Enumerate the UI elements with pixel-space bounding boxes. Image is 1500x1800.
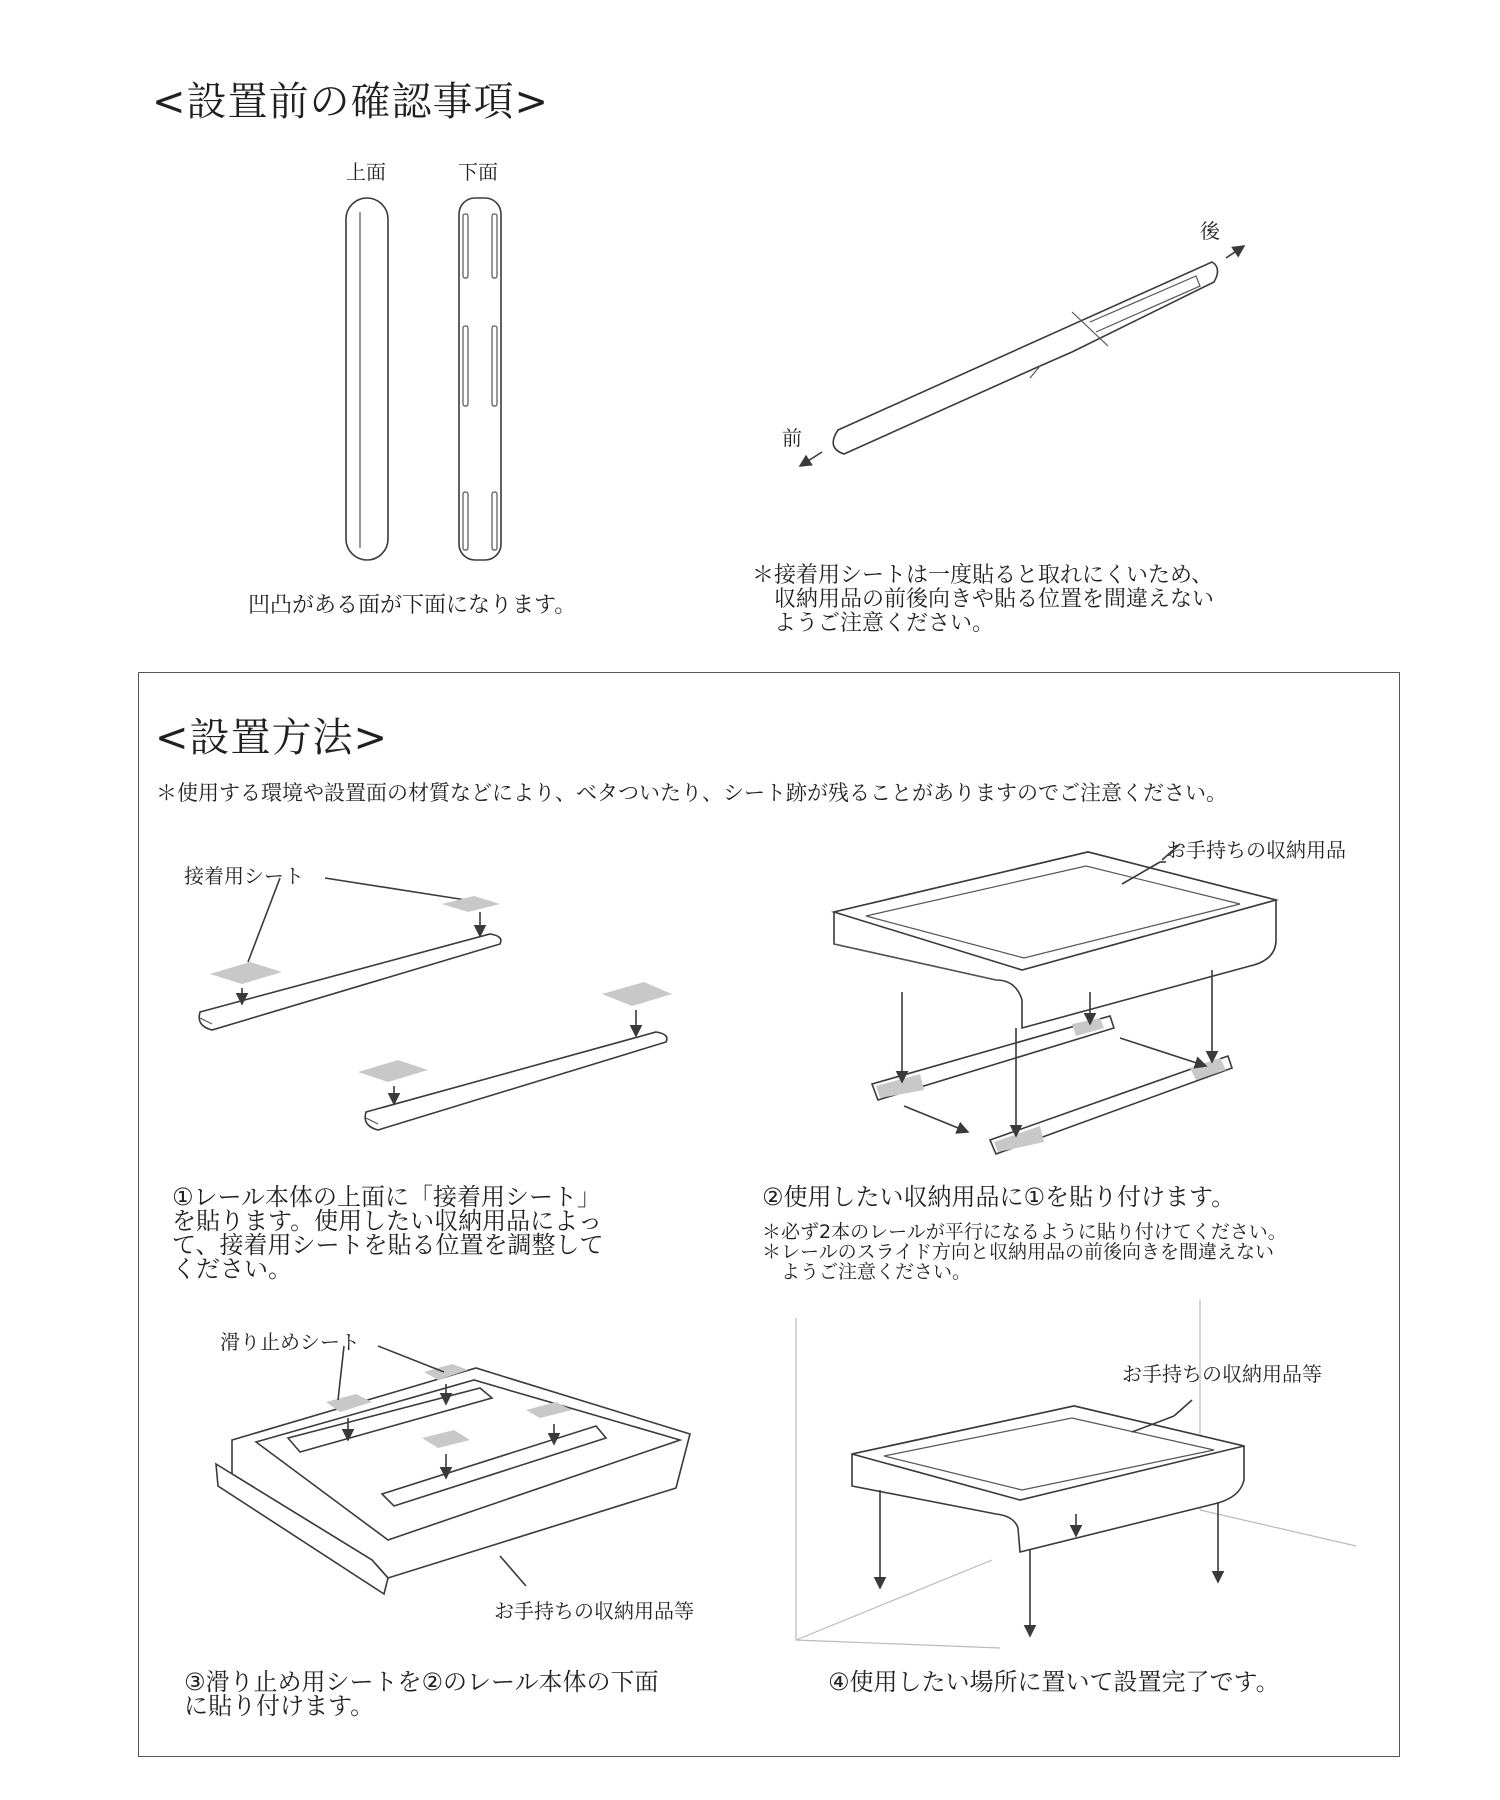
step4-illustration [796,1300,1356,1648]
step1-line: て、接着用シートを貼る位置を調整して [172,1231,604,1259]
step2-note: ＊必ず2本のレールが平行になるように貼り付けてください。 [762,1221,1287,1243]
bottom-face-note: 凹凸がある面が下面になります。 [248,593,577,618]
step3-line: ③滑り止め用シートを②のレール本体の下面 [184,1668,659,1696]
front-label: 前 [782,426,802,450]
step4-storage-callout: お手持ちの収納用品等 [1122,1362,1322,1386]
step4-text: ④使用したい場所に置いて設置完了です。 [828,1668,1280,1696]
step1-illustration [199,878,672,1130]
caution-line: 収納用品の前後向きや貼る位置を間違えない [752,587,1215,612]
caution-line: ようご注意ください。 [752,611,995,636]
anti-slip-sheet-callout: 滑り止めシート [220,1330,360,1354]
step1-line: ください。 [172,1255,292,1283]
step2-note: ＊レールのスライド方向と収納用品の前後向きを間違えない [762,1241,1275,1263]
rail-bottom-face-figure [459,198,501,560]
step1-line: ①レール本体の上面に「接着用シート」 [172,1183,602,1211]
top-face-label: 上面 [346,160,386,184]
caution-line: ＊接着用シートは一度貼ると取れにくいため、 [752,563,1214,588]
before-heading: <設置前の確認事項> [152,79,550,125]
step1-line: を貼ります。使用したい収納用品によっ [172,1207,603,1235]
step2-note: ようご注意ください。 [762,1261,972,1283]
bottom-face-label: 下面 [458,160,498,184]
adhesive-sheet-callout: 接着用シート [184,864,304,888]
back-label: 後 [1200,219,1220,243]
rail-perspective-figure [800,246,1244,466]
rail-top-face-figure [346,198,388,560]
step3-line: に貼り付けます。 [184,1692,375,1720]
method-heading: <設置方法> [155,715,389,761]
step3-storage-callout: お手持ちの収納用品等 [494,1599,694,1623]
storage-item-callout: お手持ちの収納用品 [1166,838,1346,862]
step2-text: ②使用したい収納用品に①を貼り付けます。 [762,1183,1236,1211]
step2-illustration [834,844,1276,1154]
general-caution: ＊使用する環境や設置面の材質などにより、ベタついたり、シート跡が残ることがありますのでご注意ください。 [156,781,1227,805]
step3-illustration [216,1346,690,1594]
